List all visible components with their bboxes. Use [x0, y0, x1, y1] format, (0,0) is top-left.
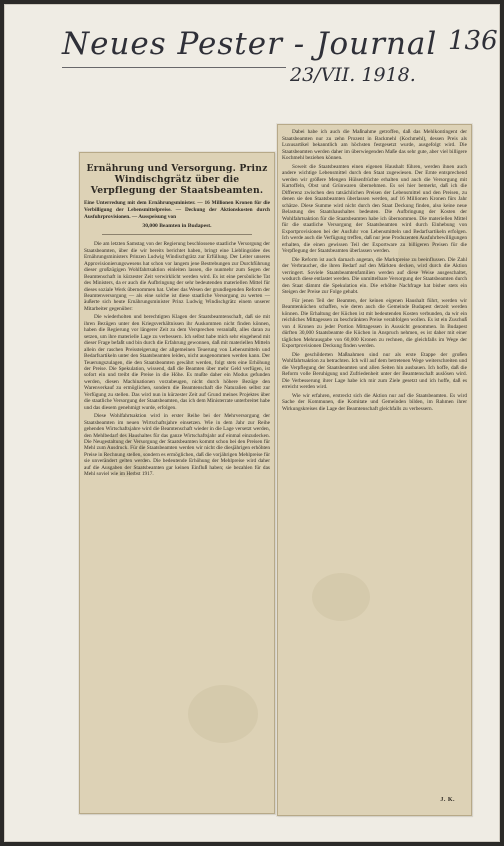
right-newspaper-clipping: [277, 124, 472, 816]
left-article-text: [84, 157, 270, 809]
article-paragraph: Die wiederholten und berechtigten Klagen der Staatsbeamtenschaft, daß sie mit ihren Bezügen unter den Kriegsverhältnissen ihr Auskommen nicht finden können, haben die Regierung vor längerer Zeit zu dem Versprechen veranlaßt, alles daran zu setzen, um ihre materielle Lage zu verbessern. Ich selbst habe mich sehr eingehend mit dieser Frage befaßt und bin durch die Erfahrung gewonnen, daß mit materiellen Mitteln allein der raschen Preissteigerung der allgemeinen Teuerung von Lebensmitteln und Bedarfsartikeln unter den Staatsbeamten leiden, nicht ausgenommen werden kann. Der Teuerungszulagen, die den Staatsbeamten gewährt werden, folgt stets eine Erhöhung der Preise. Die Spekulation, wissend, daß die Beamten über mehr Geld verfügen, ist sofort ein und treibt die Preise in die Höhe. Es mußte daher ein Modus gefunden werden, diesen Machinationen vorzubeugen, nicht durch höhere Bezüge den Warenverkauf zu ermöglichen, sondern die Beamtenschaft die Naturalien selbst zur Verfügung zu stellen. Das wird nun in kürzester Zeit auf Grund meines Projektes über die staatliche Versorgung der Staatsbeamten, das ich dem Ministerrate unterbreitet habe und das diesem genehmigt wurde, erfolgen.: [84, 314, 270, 411]
handwritten-underline: [62, 67, 286, 68]
article-headline: Ernährung und Versorgung. Prinz Windischgrätz über die Verpflegung der Staatsbeamten.: [86, 163, 268, 196]
article-subhead: 30,000 Beamten in Budapest.: [142, 223, 212, 230]
article-paragraph: Diese Wohlfahrtsaktion wird in erster Reihe bei der Mehrversorgung der Staatsbeamten im neuen Wirtschaftsjahre einsetzen. Wie in dem Jahr zur Reihe gehenden Wirtschaftsjahre wird die Beamtenschaft wieder in die Lage versetzt werden, den Mehlbedarf des Haushaltes für das ganze Wirtschaftsjahr auf einmal einzudecken. Die Neugestaltung der Versorgung der Staatsbeamten kommt schon bei den Preisen für Mehl zum Ausdruck. Für die Staatsbeamten werden wir nicht die diesjährigen erhöhten Preise in Rechnung stellen, sondern es ermöglichen, daß die vorjährigen Mehlpreise für sie unverändert gelten werden. Die bedeutende Erhöhung der Mehlpreise wird daher auf die Ausgaben der Staatsbeamten gar keinen Einfluß haben; sie bezahlen für das Mehl soviel wie im Herbst 1917.: [84, 413, 270, 478]
handwritten-page-number: 136: [448, 26, 498, 56]
left-newspaper-clipping: [79, 152, 275, 814]
handwritten-newspaper-title: Neues Pester - Journal: [62, 26, 438, 62]
article-paragraph: Dabei habe ich auch die Maßnahme getroffen, daß das Mehlkontingent der Staatsbeamten nur zu zehn Prozent in Backmehl (Kochmehl), dessen Preis als Luxusartikel bekanntlich am höchsten festgesetzt wurde, ausgefolgt wird. Die Staatsbeamten werden daher im überwiegenden Maße das sehr gute, aber viel billigere Kochmehl beziehen können.: [282, 129, 467, 161]
article-paragraph: Die Reform ist auch darnach angetan, die Marktpreise zu beeinflussen. Die Zahl der Verbraucher, die ihren Bedarf auf den Märkten decken, wird durch die Aktion verringert. Soviele Staatsbeamtenfamilien werden auf diese Weise ausgeschaltet, wodurch diese entlastet werden. Die unmittelbare Versorgung der Staatsbeamten durch den Staat dämmt die Spekulation ein. Die erhöhte Nachfrage hat bisher stets ein Steigen der Preise zur Folge gehabt.: [282, 256, 467, 295]
archive-sheet: [4, 4, 500, 842]
author-signature: J. K.: [440, 797, 455, 803]
right-article-text: [282, 129, 467, 811]
article-paragraph: Wie wir erfahren, erstreckt sich die Aktion nur auf die Staatsbeamten. Es wird Sache der Kommunen, die Komitate und Gemeinden bilden, im Rahmen ihrer Wirkungskreises die Lage der Beamtenschaft gleichfalls zu verbessern.: [282, 392, 467, 412]
article-summary: Eine Unterredung mit dem Ernährungsminister. — 16 Millionen Kronen für die Verbilligung der Lebensmittelpreise. — Deckung der Aktionskosten durch Ausfuhrprovisionen. — Ausspeisung von: [84, 200, 270, 220]
handwritten-date: 23/VII. 1918.: [290, 64, 416, 86]
article-paragraph: Die geschilderten Maßnahmen sind nur als erste Etappe der großen Wohlfahrtsaktion zu betrachten. Ich will auf dem betretenen Wege weiterschreiten und die Verpflegung der Staatsbeamten und allen Seiten hin ausbauen. Ich hoffe, daß die Reform volle Beruhigung und Zufriedenheit unter der Beamtenschaft auslösen wird. Die Verbesserung ihrer Lage habe ich mir zum Ziele gesetzt und ich hoffe, daß es erreicht werden wird.: [282, 351, 467, 390]
article-paragraph: Für jenen Teil der Beamten, der keinen eigenen Haushalt führt, werden wir Beamtenküchen schaffen, wie deren auch die Gemeinde Budapest derzeit werden können. Die Erhaltung der Küchen ist mit bedeutenden Kosten verbunden, da wir ein reichliches Mittagessen zu beschränkten Preise verabfolgen wollen. Es ist ein Zuschuß von 4 Kronen zu jeder Portion Mittagessen in Aussicht genommen. In Budapest dürften 30,000 Staatsbeamte die Küchen in Anspruch nehmen, es ist daher mit einer täglichen Mehrausgabe von 60,000 Kronen zu rechnen, die gleichfalls im Wege der Exportprovisionen Deckung finden werden.: [282, 297, 467, 349]
article-paragraph: Soweit die Staatsbeamten einen eigenen Haushalt führen, werden ihnen auch andere wichtige Lebensmittel durch den Staat zugewiesen. Der Ernte entsprechend werden wir größere Mengen Hülsenfrüchte erhalten und auch die Versorgung mit Kartoffeln, Obst und Grünwaren übernehmen. Es sei hier bemerkt, daß ich die Differenz zwischen den tatsächlichen Preisen der Lebensmittel und den Preisen, zu denen sie den Staatsbeamten überlassen werden, auf 16 Millionen Kronen fürs Jahr schätze. Diese Summe wird nicht durch den Staat Deckung finden, also keine neue Belastung des Staatshaushaltes bedeuten. Die Aufbringung der Kosten der Wohlfahrtsaktion für die Staatsbeamten habe ich übernommen. Die materiellen Mittel für die staatliche Versorgung der Staatsbeamten wird durch Einhebung von Exportprovisionen bei der Ausfuhr von Lebensmitteln und Bedarfsartikeln erfolgen. Ich werde auch die Verfügung treffen, daß nur jene Produzenten Ausfuhrbewilligungen erhalten, die einen gewissen Teil der Exportware zu billigeren Preisen für die Verpflegung der Staatsbeamten überlassen werden.: [282, 163, 467, 254]
article-paragraph: Die am letzten Samstag von der Regierung beschlossene staatliche Versorgung der Staatsbeamten, über die wir bereits berichtet haben, bringt eine Lieblingsidee des Ernährungsministers Prinzen Ludwig Windischgrätz zur Erfüllung. Der Leiter unseres Approvisionierungswesens hat schon vor langem jene Bestrebungen zur Durchführung dieser großzügigen Wohlfahrtsaktion einleiten lassen, die nunmehr zum Segen der Beamtenschaft in kürzester Zeit verwirklicht werden wird. Es ist eine persönliche Tat des Ministers, da er auch die Aufbringung der sehr bedeutenden materiellen Mittel für dieses soziale Werk übernommen hat. Ueber das Wesen der grundlegenden Reform der Beamtenversorgung — als eine solche ist diese staatliche Versorgung zu werten — äußerte sich heute Ernährungsminister Prinz Ludwig Windischgrätz einem unserer Mitarbeiter gegenüber:: [84, 241, 270, 312]
headline-divider: [102, 234, 252, 235]
